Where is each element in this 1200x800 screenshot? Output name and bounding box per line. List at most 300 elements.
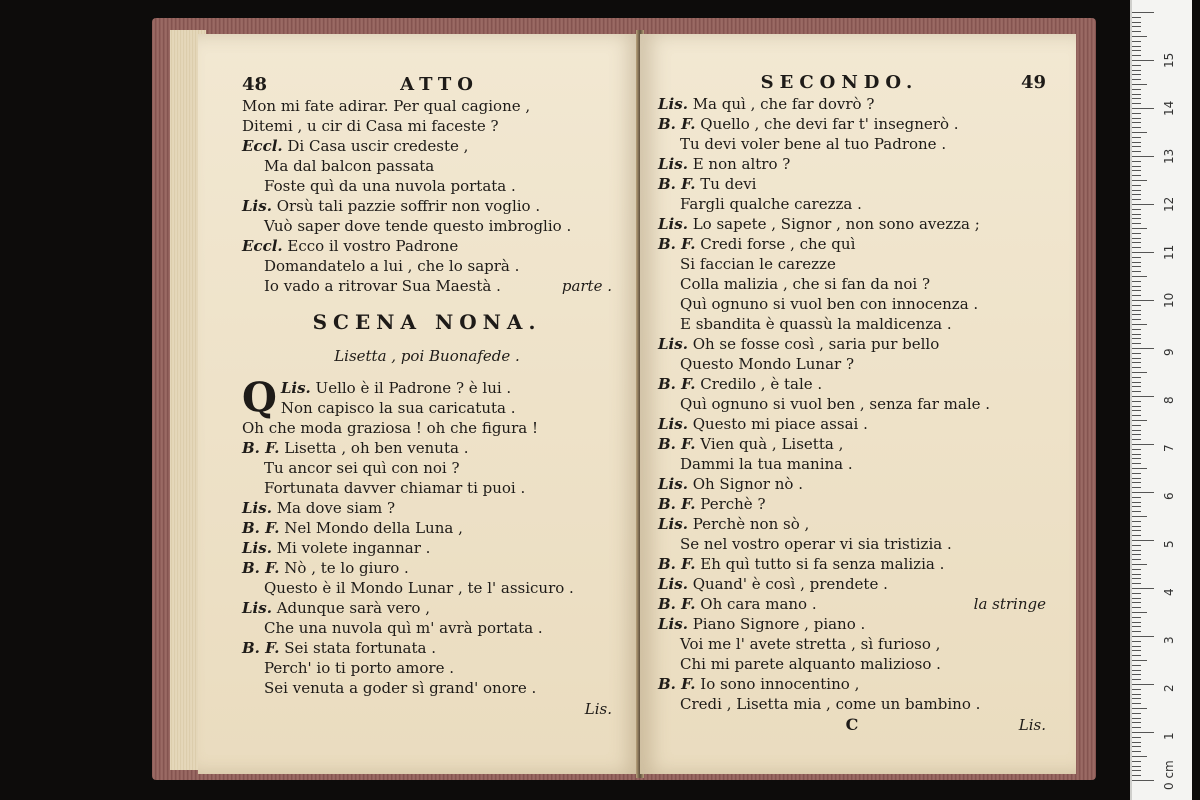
ruler-tick	[1132, 190, 1141, 191]
dialogue-line	[658, 214, 1046, 234]
speaker-label: B. F.	[658, 435, 696, 453]
dialogue-line	[658, 434, 1046, 454]
line-text: Domandatelo a lui , che lo saprà .	[264, 257, 520, 275]
line-text: Adunque sarà vero ,	[276, 599, 430, 617]
speaker-label: B. F.	[242, 559, 280, 577]
ruler-tick	[1132, 185, 1141, 186]
ruler-tick	[1132, 655, 1141, 656]
ruler-tick	[1132, 516, 1147, 517]
ruler-tick	[1132, 372, 1147, 373]
dialogue-line	[242, 398, 612, 418]
line-text: Quì ognuno si vuol ben , senza far male .	[680, 395, 991, 413]
right-page-footer	[658, 714, 1046, 736]
line-text: Oh se fosse così , saria pur bello	[692, 335, 940, 353]
right-dialogue	[658, 94, 1046, 714]
measuring-ruler	[1130, 0, 1192, 800]
ruler-tick	[1132, 526, 1141, 527]
dialogue-line	[242, 96, 612, 116]
line-text: Questo Mondo Lunar ?	[680, 355, 855, 373]
ruler-tick	[1132, 540, 1154, 541]
dialogue-line	[658, 354, 1046, 374]
speaker-label: Lis.	[658, 515, 688, 533]
line-text: Mi volete ingannar .	[276, 539, 431, 557]
ruler-tick	[1132, 415, 1141, 416]
line-text: Mon mi fate adirar. Per qual cagione ,	[242, 97, 531, 115]
ruler-number: 8	[1162, 396, 1176, 404]
ruler-tick	[1132, 353, 1141, 354]
dialogue-line	[658, 154, 1046, 174]
ruler-tick	[1132, 698, 1141, 699]
ruler-tick	[1132, 314, 1141, 315]
ruler-tick	[1132, 636, 1154, 637]
line-text: Questo è il Mondo Lunar , te l' assicuro .	[264, 579, 574, 597]
speaker-label: Eccl.	[242, 237, 283, 255]
speaker-label: B. F.	[658, 595, 696, 613]
ruler-tick	[1132, 367, 1141, 368]
right-running-head	[658, 72, 1046, 94]
ruler-number: 1	[1162, 732, 1176, 740]
speaker-label: B. F.	[658, 495, 696, 513]
scene-characters: Lisetta , poi Buonafede .	[334, 347, 520, 365]
ruler-number: 10	[1162, 292, 1176, 308]
dialogue-line	[658, 234, 1046, 254]
dialogue-line	[242, 598, 612, 618]
ruler-tick	[1132, 626, 1141, 627]
line-text: Tu devi	[700, 175, 757, 193]
line-text: E non altro ?	[692, 155, 791, 173]
line-text: Io sono innocentino ,	[700, 675, 860, 693]
ruler-tick	[1132, 588, 1154, 589]
speaker-label: Lis.	[658, 415, 688, 433]
ruler-tick	[1132, 358, 1141, 359]
ruler-tick	[1132, 684, 1154, 685]
ruler-tick	[1132, 694, 1141, 695]
ruler-tick	[1132, 665, 1141, 666]
ruler-tick	[1132, 41, 1141, 42]
ruler-tick	[1132, 650, 1141, 651]
ruler-tick	[1132, 420, 1147, 421]
line-text: Foste quì da una nuvola portata .	[264, 177, 516, 195]
dialogue-line	[242, 136, 612, 156]
ruler-tick	[1132, 607, 1141, 608]
line-text: Sei venuta a goder sì grand' onore .	[264, 679, 537, 697]
ruler-number: 12	[1162, 196, 1176, 212]
ruler-tick	[1132, 180, 1147, 181]
dialogue-line	[658, 614, 1046, 634]
ruler-tick	[1132, 113, 1141, 114]
left-page-number: 48	[242, 74, 268, 95]
dialogue-line	[242, 256, 612, 276]
ruler-tick	[1132, 708, 1147, 709]
ruler-tick	[1132, 487, 1141, 488]
dialogue-line	[658, 274, 1046, 294]
ruler-tick	[1132, 497, 1141, 498]
ruler-tick	[1132, 732, 1154, 733]
line-text: Colla malizia , che si fan da noi ?	[680, 275, 931, 293]
ruler-number: 7	[1162, 444, 1176, 452]
speaker-label: Lis.	[242, 197, 272, 215]
ruler-tick	[1132, 751, 1141, 752]
line-text: Quand' è così , prendete .	[692, 575, 888, 593]
ruler-tick	[1132, 324, 1147, 325]
ruler-tick	[1132, 242, 1141, 243]
ruler-number: 4	[1162, 588, 1176, 596]
dialogue-line	[658, 694, 1046, 714]
dialogue-line	[242, 418, 612, 438]
line-text: Ecco il vostro Padrone	[287, 237, 459, 255]
ruler-tick	[1132, 641, 1141, 642]
ruler-tick	[1132, 17, 1141, 18]
ruler-tick	[1132, 439, 1141, 440]
ruler-tick	[1132, 132, 1147, 133]
dialogue-line	[658, 134, 1046, 154]
line-text: Se nel vostro operar vi sia tristizia .	[680, 535, 952, 553]
ruler-tick	[1132, 396, 1154, 397]
ruler-tick	[1132, 204, 1154, 205]
ruler-tick	[1132, 300, 1154, 301]
ruler-tick	[1132, 770, 1141, 771]
dialogue-line	[658, 374, 1046, 394]
ruler-tick	[1132, 281, 1141, 282]
line-text: Eh quì tutto si fa senza malizia .	[700, 555, 945, 573]
ruler-tick	[1132, 310, 1141, 311]
dialogue-line	[658, 594, 1046, 614]
speaker-label: B. F.	[242, 439, 280, 457]
ruler-tick	[1132, 554, 1141, 555]
line-text: Sei stata fortunata .	[284, 639, 436, 657]
ruler-tick	[1132, 473, 1141, 474]
ruler-tick	[1132, 406, 1141, 407]
ruler-tick	[1132, 36, 1147, 37]
dialogue-line	[242, 438, 612, 458]
ruler-tick	[1132, 161, 1141, 162]
ruler-tick	[1132, 338, 1141, 339]
ruler-tick	[1132, 74, 1141, 75]
ruler-tick	[1132, 26, 1141, 27]
signature-mark: C	[845, 715, 859, 734]
speaker-label: B. F.	[658, 375, 696, 393]
line-text: Nò , te lo giuro .	[284, 559, 409, 577]
line-text: Tu ancor sei quì con noi ?	[264, 459, 460, 477]
dialogue-line	[242, 176, 612, 196]
ruler-tick	[1132, 391, 1141, 392]
ruler-tick	[1132, 122, 1141, 123]
ruler-tick	[1132, 276, 1147, 277]
ruler-tick	[1132, 348, 1154, 349]
speaker-label: Lis.	[658, 155, 688, 173]
ruler-tick	[1132, 12, 1154, 13]
dialogue-line	[242, 658, 612, 678]
ruler-tick	[1132, 60, 1154, 61]
dialogue-line	[242, 116, 612, 136]
right-running-title: SECONDO.	[760, 72, 919, 93]
ruler-tick	[1132, 377, 1141, 378]
dialogue-line	[242, 618, 612, 638]
line-text: Ma dove siam ?	[276, 499, 395, 517]
ruler-tick	[1132, 271, 1141, 272]
speaker-label: Lis.	[658, 615, 688, 633]
ruler-tick	[1132, 766, 1141, 767]
ruler-tick	[1132, 108, 1154, 109]
ruler-tick	[1132, 94, 1141, 95]
line-text: Voi me l' avete stretta , sì furioso ,	[680, 635, 941, 653]
dropcap-letter: Q	[242, 374, 277, 421]
ruler-number: 5	[1162, 540, 1176, 548]
dialogue-line	[242, 498, 612, 518]
line-text: Non capisco la sua caricatuta .	[280, 399, 516, 417]
ruler-tick	[1132, 530, 1141, 531]
ruler-tick	[1132, 290, 1141, 291]
ruler-tick	[1132, 70, 1141, 71]
ruler-tick	[1132, 89, 1141, 90]
line-text: Fargli qualche carezza .	[680, 195, 862, 213]
speaker-label: B. F.	[658, 175, 696, 193]
ruler-tick	[1132, 583, 1141, 584]
stage-direction: la stringe	[973, 595, 1046, 613]
ruler-tick	[1132, 434, 1141, 435]
line-text: Perchè non sò ,	[692, 515, 810, 533]
ruler-tick	[1132, 631, 1141, 632]
ruler-tick	[1132, 218, 1141, 219]
ruler-tick	[1132, 103, 1141, 104]
line-text: Orsù tali pazzie soffrir non voglio .	[276, 197, 541, 215]
speaker-label: Lis.	[242, 539, 272, 557]
speaker-label: Lis.	[658, 575, 688, 593]
ruler-tick	[1132, 703, 1141, 704]
left-catchword: Lis.	[584, 700, 612, 718]
speaker-label: Lis.	[658, 475, 688, 493]
ruler-tick	[1132, 238, 1141, 239]
ruler-tick	[1132, 674, 1141, 675]
line-text: Ma dal balcon passata	[264, 157, 435, 175]
ruler-tick	[1132, 545, 1141, 546]
dialogue-line	[242, 578, 612, 598]
ruler-tick	[1132, 252, 1154, 253]
ruler-tick	[1132, 46, 1141, 47]
line-text: Dammi la tua manina .	[680, 455, 853, 473]
dialogue-line	[242, 638, 612, 658]
speaker-label: Lis.	[658, 335, 688, 353]
dialogue-line	[242, 538, 612, 558]
line-text: Vien quà , Lisetta ,	[700, 435, 844, 453]
line-text: Io vado a ritrovar Sua Maestà .	[264, 277, 501, 295]
ruler-tick	[1132, 425, 1141, 426]
dialogue-line	[658, 174, 1046, 194]
dialogue-line	[242, 458, 612, 478]
ruler-tick	[1132, 521, 1141, 522]
ruler-tick	[1132, 295, 1141, 296]
ruler-tick	[1132, 737, 1141, 738]
ruler-tick	[1132, 722, 1141, 723]
ruler-tick	[1132, 319, 1141, 320]
dialogue-line	[658, 314, 1046, 334]
ruler-tick	[1132, 228, 1147, 229]
ruler-tick	[1132, 444, 1154, 445]
ruler-number: 13	[1162, 148, 1176, 164]
dialogue-line	[242, 276, 612, 296]
dialogue-line	[658, 514, 1046, 534]
ruler-tick	[1132, 334, 1141, 335]
ruler-tick	[1132, 65, 1141, 66]
ruler-tick	[1132, 382, 1141, 383]
dialogue-line	[658, 534, 1046, 554]
line-text: Lisetta , oh ben venuta .	[284, 439, 469, 457]
ruler-tick	[1132, 746, 1141, 747]
ruler-tick	[1132, 617, 1141, 618]
right-page	[640, 34, 1076, 774]
dialogue-line	[242, 558, 612, 578]
ruler-tick	[1132, 166, 1141, 167]
ruler-tick	[1132, 689, 1141, 690]
dialogue-line	[658, 194, 1046, 214]
ruler-tick	[1132, 401, 1141, 402]
ruler-tick	[1132, 146, 1141, 147]
line-text: Che una nuvola quì m' avrà portata .	[264, 619, 543, 637]
ruler-tick	[1132, 50, 1141, 51]
speaker-label: B. F.	[658, 675, 696, 693]
ruler-tick	[1132, 454, 1141, 455]
line-text: Ditemi , u cir di Casa mi faceste ?	[242, 117, 499, 135]
line-text: Nel Mondo della Luna ,	[284, 519, 463, 537]
ruler-number: 15	[1162, 52, 1176, 68]
speaker-label: Lis.	[242, 499, 272, 517]
dialogue-line	[658, 114, 1046, 134]
speaker-label: B. F.	[658, 555, 696, 573]
ruler-tick	[1132, 780, 1154, 781]
dialogue-line	[658, 494, 1046, 514]
dialogue-line	[658, 574, 1046, 594]
dialogue-line	[658, 394, 1046, 414]
ruler-tick	[1132, 257, 1141, 258]
speaker-label: B. F.	[658, 115, 696, 133]
ruler-tick	[1132, 622, 1141, 623]
ruler-tick	[1132, 209, 1141, 210]
ruler-tick	[1132, 362, 1141, 363]
line-text: Ma quì , che far dovrò ?	[692, 95, 875, 113]
ruler-tick	[1132, 98, 1141, 99]
line-text: E sbandita è quassù la maldicenza .	[680, 315, 952, 333]
line-text: Lo sapete , Signor , non sono avezza ;	[692, 215, 980, 233]
ruler-tick	[1132, 478, 1141, 479]
ruler-tick	[1132, 233, 1141, 234]
ruler-tick	[1132, 247, 1141, 248]
dialogue-line	[242, 156, 612, 176]
speaker-label: B. F.	[658, 235, 696, 253]
line-text: Oh che moda graziosa ! oh che figura !	[242, 419, 538, 437]
ruler-tick	[1132, 511, 1141, 512]
ruler-tick	[1132, 170, 1141, 171]
ruler-tick	[1132, 775, 1141, 776]
speaker-label: Lis.	[658, 215, 688, 233]
ruler-tick	[1132, 502, 1141, 503]
ruler-tick	[1132, 670, 1141, 671]
ruler-tick	[1132, 713, 1141, 714]
ruler-tick	[1132, 343, 1141, 344]
ruler-tick	[1132, 598, 1141, 599]
ruler-tick	[1132, 756, 1147, 757]
dialogue-line	[658, 634, 1046, 654]
line-text: Quì ognuno si vuol ben con innocenza .	[680, 295, 979, 313]
ruler-tick	[1132, 569, 1141, 570]
line-text: Tu devi voler bene al tuo Padrone .	[680, 135, 947, 153]
speaker-label: Eccl.	[242, 137, 283, 155]
ruler-tick	[1132, 262, 1141, 263]
dialogue-line	[242, 236, 612, 256]
ruler-tick	[1132, 199, 1141, 200]
ruler-tick	[1132, 410, 1141, 411]
speaker-label: B. F.	[242, 519, 280, 537]
line-text: Perchè ?	[700, 495, 766, 513]
ruler-tick	[1132, 718, 1141, 719]
line-text: Credi forse , che quì	[700, 235, 856, 253]
ruler-tick	[1132, 679, 1141, 680]
line-text: Di Casa uscir credeste ,	[287, 137, 469, 155]
dialogue-line	[658, 414, 1046, 434]
ruler-tick	[1132, 137, 1141, 138]
ruler-tick	[1132, 742, 1141, 743]
ruler-tick	[1132, 578, 1141, 579]
right-page-number: 49	[1020, 72, 1046, 93]
ruler-tick	[1132, 612, 1147, 613]
left-running-title: ATTO	[400, 74, 479, 95]
ruler-tick	[1132, 430, 1141, 431]
ruler-tick	[1132, 482, 1141, 483]
ruler-tick	[1132, 142, 1141, 143]
ruler-tick	[1132, 127, 1141, 128]
speaker-label: Lis.	[242, 599, 272, 617]
ruler-tick	[1132, 463, 1141, 464]
left-dialogue-scene	[242, 374, 612, 698]
ruler-tick	[1132, 223, 1141, 224]
dialogue-line	[242, 518, 612, 538]
line-text: Oh Signor nò .	[692, 475, 803, 493]
ruler-tick	[1132, 214, 1141, 215]
line-text: Quello , che devi far t' insegnerò .	[700, 115, 959, 133]
dialogue-line	[658, 474, 1046, 494]
line-text: Questo mi piace assai .	[692, 415, 868, 433]
ruler-number: 11	[1162, 244, 1176, 260]
ruler-number: 14	[1162, 100, 1176, 116]
ruler-tick	[1132, 386, 1141, 387]
line-text: Piano Signore , piano .	[692, 615, 866, 633]
ruler-tick	[1132, 22, 1141, 23]
ruler-number: 9	[1162, 348, 1176, 356]
speaker-label: B. F.	[242, 639, 280, 657]
dialogue-line	[242, 678, 612, 698]
dialogue-line	[242, 478, 612, 498]
dialogue-line	[658, 254, 1046, 274]
ruler-tick	[1132, 559, 1141, 560]
ruler-tick	[1132, 574, 1141, 575]
line-text: Si faccian le carezze	[680, 255, 836, 273]
line-text: Vuò saper dove tende questo imbroglio .	[264, 217, 572, 235]
ruler-tick	[1132, 449, 1141, 450]
ruler-unit-label: 0 cm	[1162, 760, 1176, 790]
ruler-number: 2	[1162, 684, 1176, 692]
dialogue-line	[658, 94, 1046, 114]
dialogue-line	[658, 654, 1046, 674]
line-text: Fortunata davver chiamar ti puoi .	[264, 479, 526, 497]
ruler-tick	[1132, 118, 1141, 119]
ruler-tick	[1132, 79, 1141, 80]
line-text: Oh cara mano .	[700, 595, 817, 613]
speaker-label: Lis.	[280, 379, 311, 397]
dialogue-line	[658, 554, 1046, 574]
dialogue-line	[242, 196, 612, 216]
ruler-tick	[1132, 761, 1141, 762]
ruler-tick	[1132, 458, 1141, 459]
ruler-tick	[1132, 550, 1141, 551]
